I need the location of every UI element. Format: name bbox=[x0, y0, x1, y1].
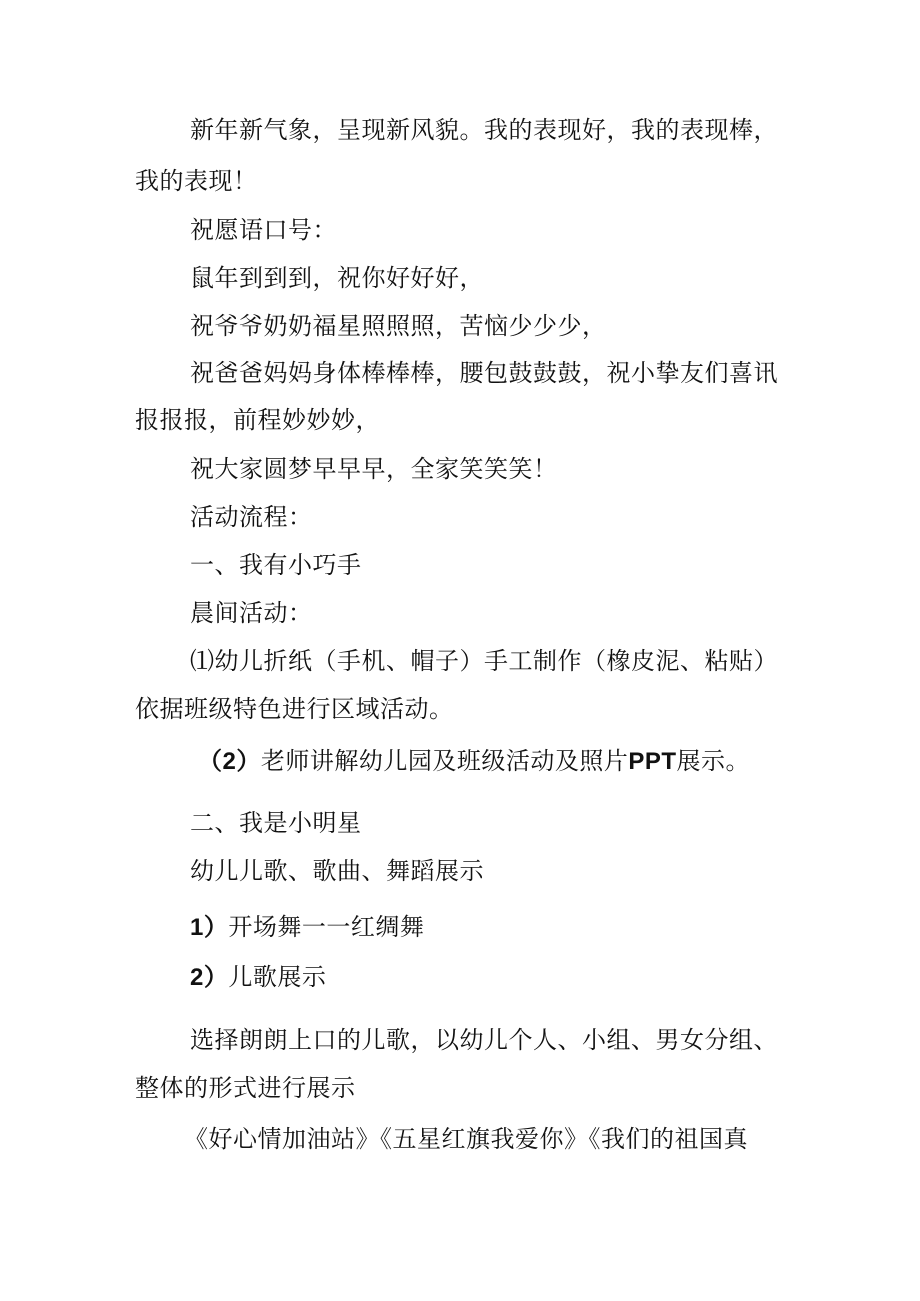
paragraph-line: 祝爸爸妈妈身体棒棒棒，腰包鼓鼓鼓，祝小挚友们喜讯 bbox=[190, 359, 778, 387]
paragraph-line: 我的表现！ bbox=[135, 167, 258, 195]
list-item bbox=[190, 962, 326, 993]
paragraph-line: 新年新气象，呈现新风貌。我的表现好，我的表现棒， bbox=[190, 116, 778, 144]
list-text: 开场舞一一红绸舞 bbox=[228, 913, 425, 941]
paragraph-line: 选择朗朗上口的儿歌，以幼儿个人、小组、男女分组、 bbox=[190, 1026, 778, 1054]
list-text: 老师讲解幼儿园及班级活动及照片 bbox=[260, 747, 629, 775]
paragraph-line: 《好心情加油站》《五星红旗我爱你》《我们的祖国真 bbox=[184, 1125, 748, 1153]
list-number: 2） bbox=[190, 964, 229, 991]
section-heading: 二、我是小明星 bbox=[190, 809, 362, 837]
paragraph-line: 报报报，前程妙妙妙， bbox=[135, 406, 380, 434]
paragraph-line: 依据班级特色进行区域活动。 bbox=[135, 695, 454, 723]
list-text: 展示。 bbox=[676, 747, 751, 775]
ppt-label: PPT bbox=[628, 748, 677, 775]
paragraph-line: 整体的形式进行展示 bbox=[135, 1074, 356, 1102]
paragraph-line: 祝爷爷奶奶福星照照照，苦恼少少少， bbox=[190, 312, 607, 340]
list-number: 1） bbox=[190, 914, 229, 941]
paragraph-line: 鼠年到到到，祝你好好好， bbox=[190, 264, 484, 292]
list-item: ⑴幼儿折纸（手机、帽子）手工制作（橡皮泥、粘贴） bbox=[190, 647, 778, 675]
paragraph-line: 祝大家圆梦早早早，全家笑笑笑！ bbox=[190, 455, 558, 483]
section-heading: 活动流程： bbox=[190, 503, 313, 531]
list-number: （2） bbox=[198, 748, 261, 775]
list-item bbox=[190, 912, 424, 943]
paragraph-line: 晨间活动： bbox=[190, 599, 313, 627]
paragraph-line: 祝愿语口号： bbox=[190, 216, 337, 244]
list-text: 儿歌展示 bbox=[228, 963, 327, 991]
section-heading: 一、我有小巧手 bbox=[190, 551, 362, 579]
paragraph-line: 幼儿儿歌、歌曲、舞蹈展示 bbox=[190, 857, 484, 885]
list-item-ppt bbox=[198, 746, 750, 777]
